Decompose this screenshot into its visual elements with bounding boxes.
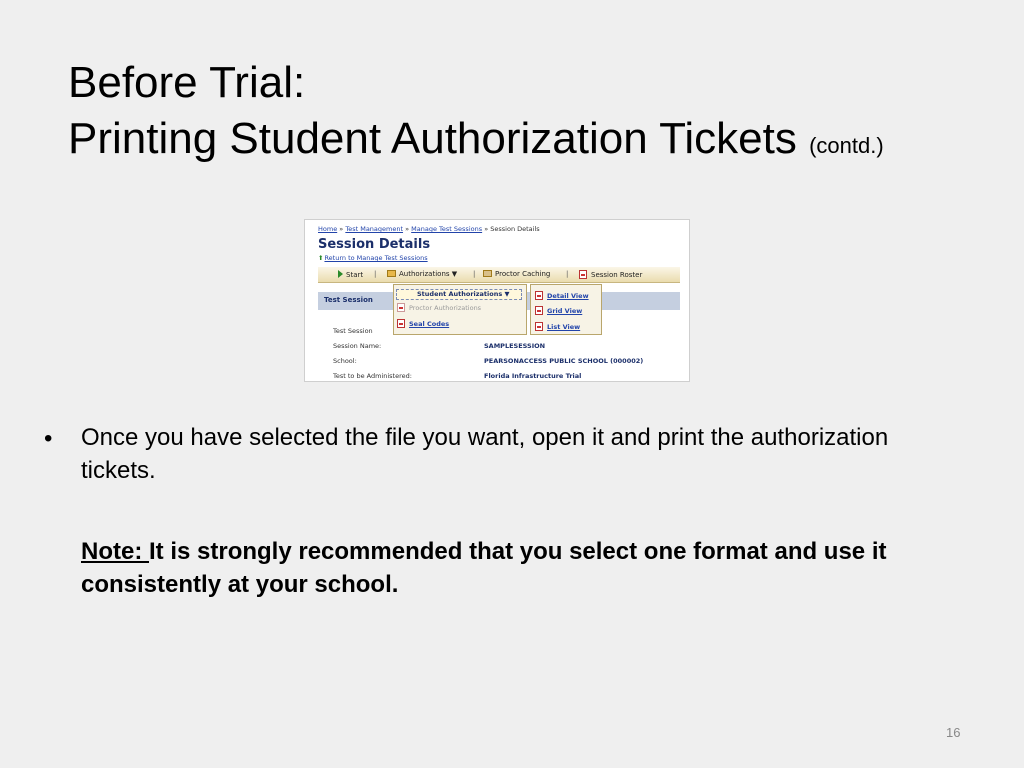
menu-item-proctor-authorizations bbox=[397, 303, 481, 312]
pdf-icon bbox=[535, 291, 543, 300]
breadcrumb-test-management[interactable]: Test Management bbox=[345, 225, 404, 233]
note-label: Note: bbox=[81, 538, 149, 565]
menu-item-seal-codes-label: Seal Codes bbox=[409, 320, 450, 328]
breadcrumb-current: Session Details bbox=[490, 225, 540, 233]
pdf-icon bbox=[397, 303, 405, 312]
detail-value: SAMPLESESSION bbox=[484, 342, 546, 350]
title-main: Printing Student Authorization Tickets bbox=[68, 114, 797, 163]
pdf-icon bbox=[535, 306, 543, 315]
pdf-icon bbox=[535, 322, 543, 331]
submenu-item-label: Detail View bbox=[547, 292, 589, 300]
authorizations-label: Authorizations ▼ bbox=[399, 270, 458, 278]
proctor-caching-label: Proctor Caching bbox=[495, 270, 551, 278]
up-arrow-icon: ⬆ bbox=[318, 254, 324, 262]
detail-label: Test to be Administered: bbox=[333, 372, 412, 380]
breadcrumb bbox=[318, 225, 540, 233]
computer-icon bbox=[483, 270, 492, 277]
detail-label: Test Session bbox=[333, 327, 373, 335]
menu-item-seal-codes[interactable] bbox=[397, 319, 449, 328]
breadcrumb-separator: » bbox=[405, 225, 410, 233]
detail-value: Florida Infrastructure Trial bbox=[484, 372, 582, 380]
embedded-screenshot bbox=[304, 219, 690, 382]
breadcrumb-separator: » bbox=[484, 225, 489, 233]
title-suffix: (contd.) bbox=[809, 133, 884, 158]
bullet-marker: • bbox=[44, 425, 53, 452]
session-toolbar bbox=[318, 267, 680, 283]
page-number: 16 bbox=[946, 725, 961, 740]
breadcrumb-manage-test-sessions[interactable]: Manage Test Sessions bbox=[411, 225, 483, 233]
toolbar-separator: | bbox=[566, 270, 569, 278]
breadcrumb-home[interactable]: Home bbox=[318, 225, 338, 233]
menu-item-proctor-authorizations-label: Proctor Authorizations bbox=[409, 304, 482, 312]
detail-label: Session Name: bbox=[333, 342, 382, 350]
submenu-item-label: List View bbox=[547, 323, 581, 331]
student-authorizations-submenu bbox=[530, 284, 602, 335]
folder-icon bbox=[387, 270, 396, 277]
menu-item-student-authorizations[interactable] bbox=[396, 289, 522, 300]
submenu-item-label: Grid View bbox=[547, 307, 583, 315]
submenu-item-grid-view[interactable] bbox=[535, 306, 582, 315]
submenu-item-detail-view[interactable] bbox=[535, 291, 589, 300]
start-label: Start bbox=[346, 271, 364, 279]
slide-title bbox=[68, 55, 884, 174]
session-roster-label: Session Roster bbox=[591, 271, 643, 279]
pdf-icon bbox=[397, 319, 405, 328]
menu-item-student-authorizations-label: Student Authorizations ▼ bbox=[417, 290, 510, 298]
detail-value: PEARSONACCESS PUBLIC SCHOOL (000002) bbox=[484, 357, 644, 365]
session-roster-button[interactable] bbox=[579, 270, 642, 279]
return-link-label: Return to Manage Test Sessions bbox=[324, 254, 428, 262]
play-icon bbox=[338, 270, 343, 278]
title-line-1: Before Trial: bbox=[68, 58, 306, 107]
start-button[interactable] bbox=[338, 270, 363, 279]
page-heading: Session Details bbox=[318, 237, 431, 252]
section-header-label: Test Session bbox=[324, 296, 373, 304]
toolbar-separator: | bbox=[374, 270, 377, 278]
session-details-page bbox=[316, 224, 680, 382]
toolbar-separator: | bbox=[473, 270, 476, 278]
proctor-caching-button[interactable] bbox=[483, 270, 550, 278]
note-paragraph bbox=[81, 535, 981, 601]
breadcrumb-separator: » bbox=[339, 225, 344, 233]
authorizations-menu bbox=[393, 284, 527, 335]
bullet-text: Once you have selected the file you want, open it and print the authorization tickets. bbox=[81, 424, 889, 484]
note-text: It is strongly recommended that you select one format and use it consistently at your school. bbox=[81, 538, 887, 598]
submenu-item-list-view[interactable] bbox=[535, 322, 580, 331]
title-line-2 bbox=[68, 111, 884, 174]
authorizations-button[interactable] bbox=[387, 270, 457, 278]
detail-label: School: bbox=[333, 357, 357, 365]
return-link[interactable] bbox=[318, 254, 428, 262]
pdf-icon bbox=[579, 270, 587, 279]
